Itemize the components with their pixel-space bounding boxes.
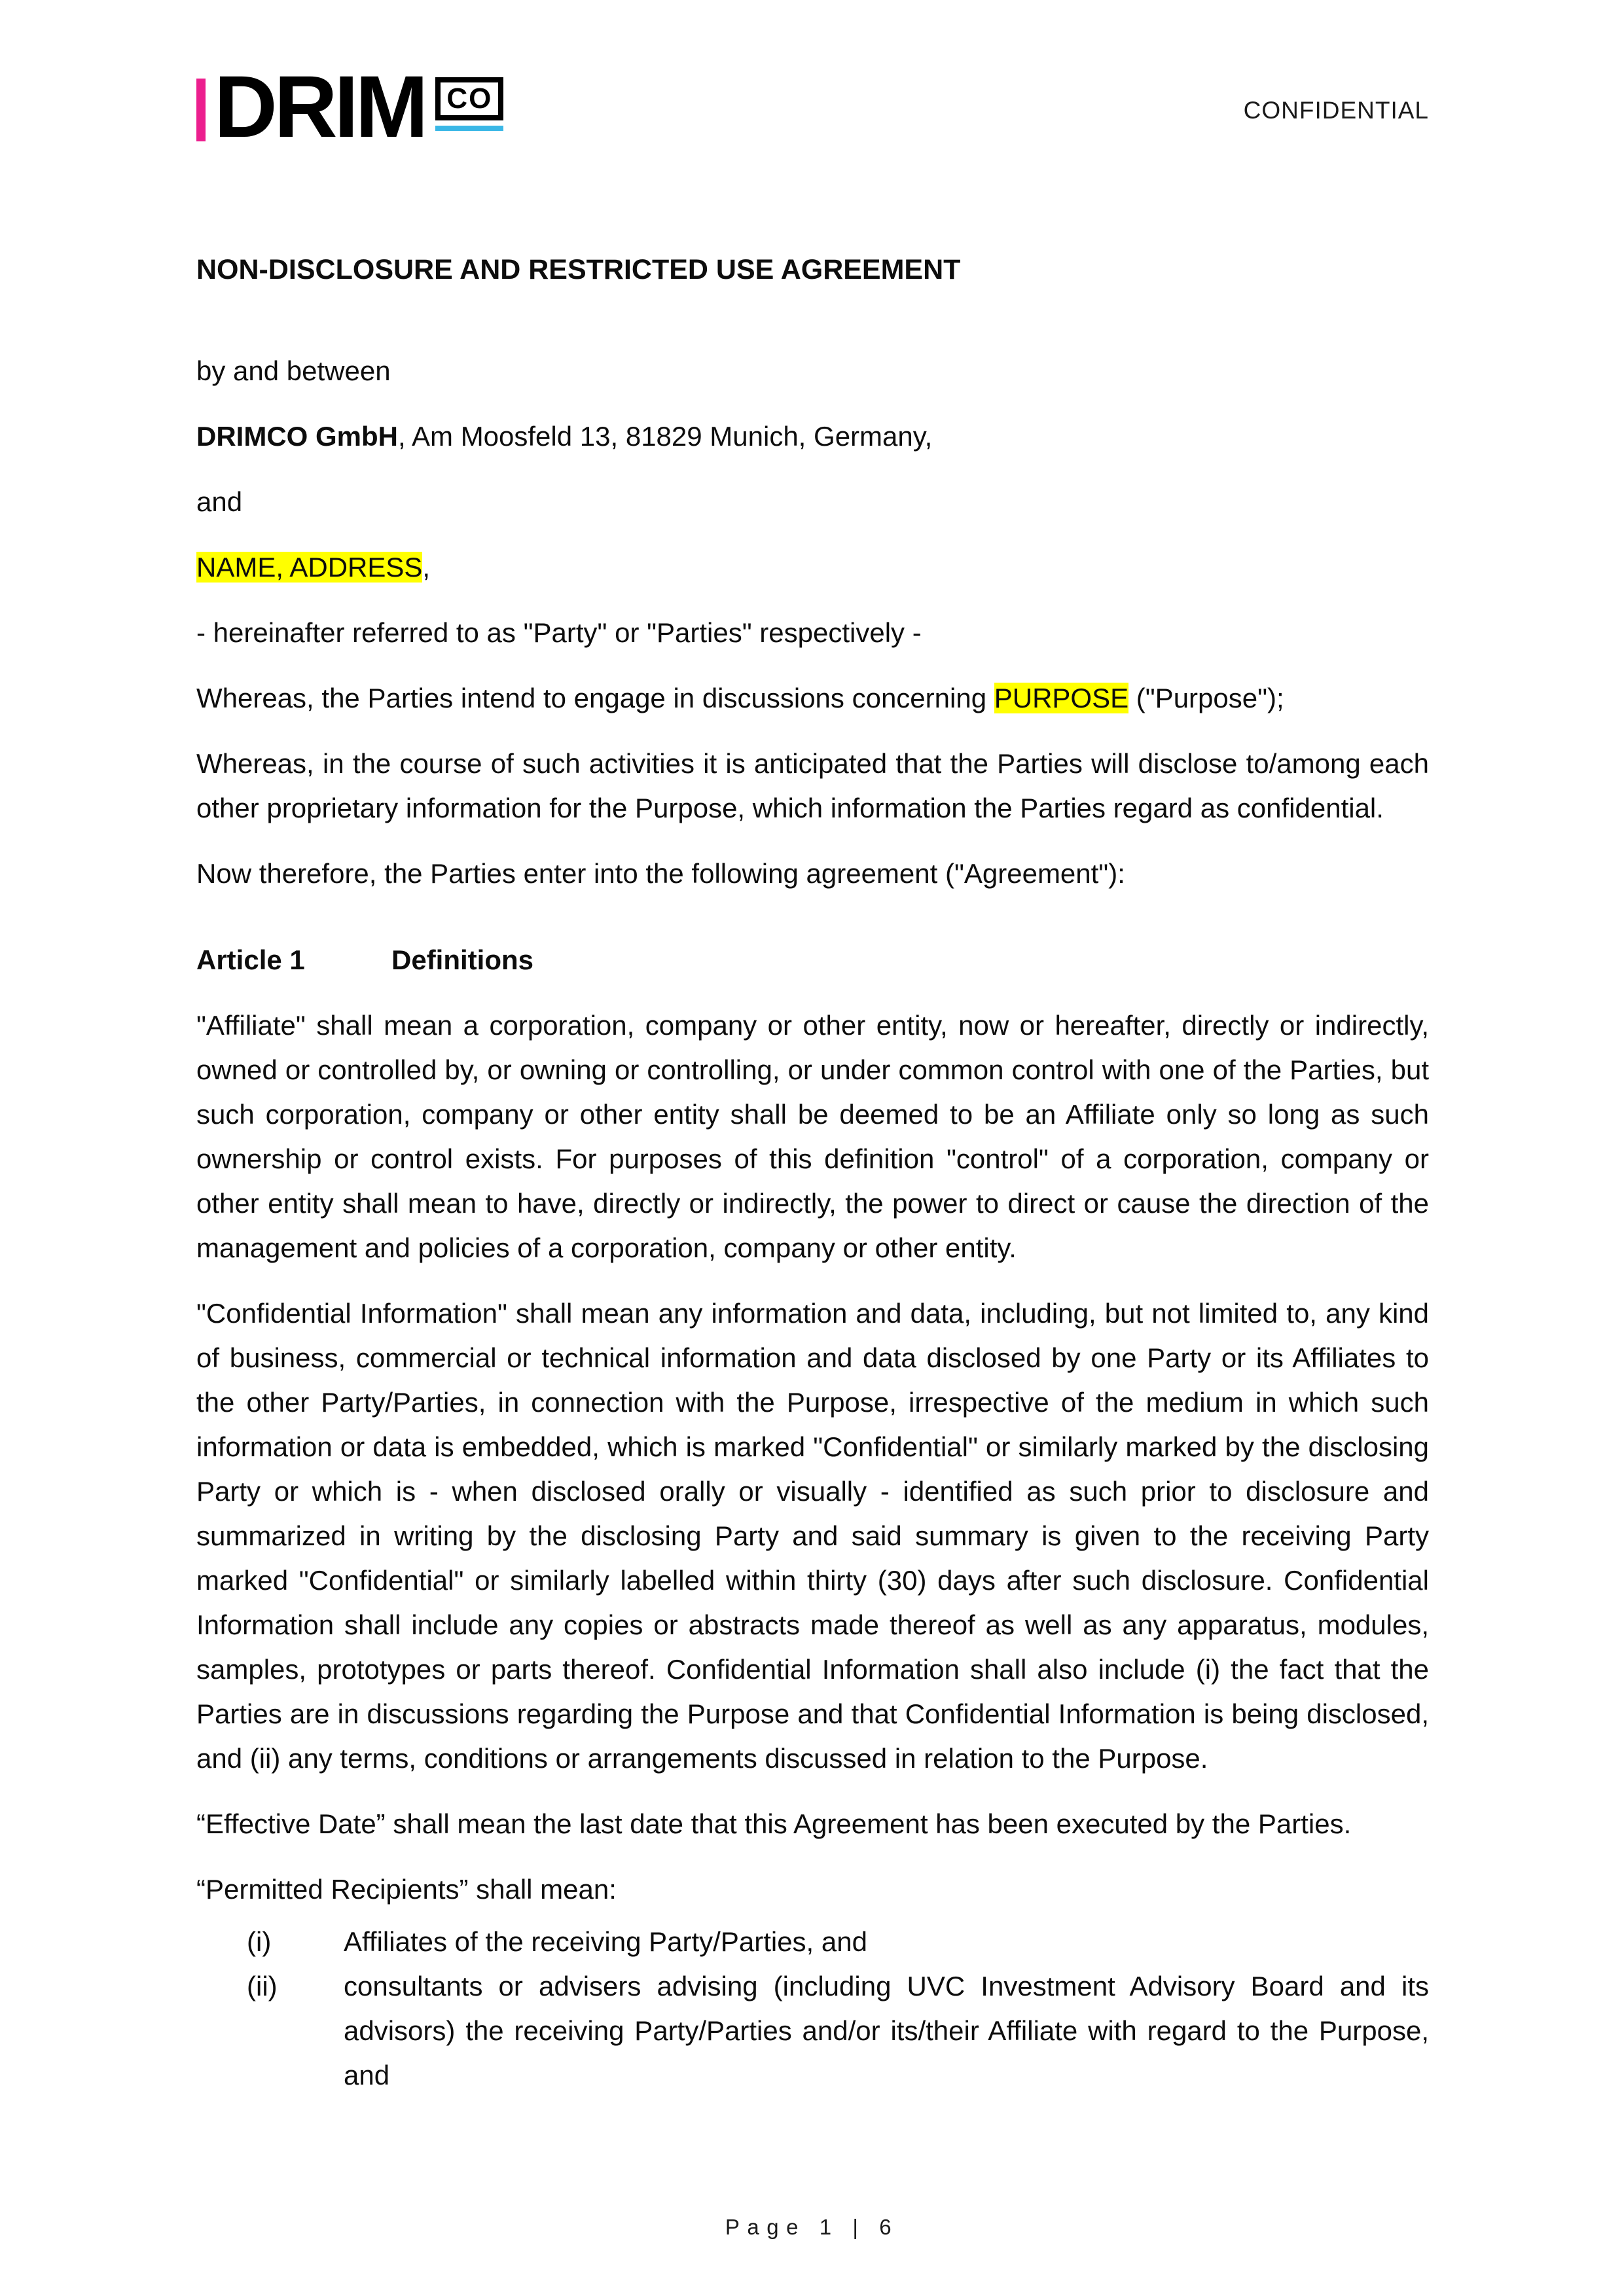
confidential-information-definition-paragraph: "Confidential Information" shall mean any information and data, including, but not limited to, any kind of business, commercial or technical information and data disclosed by one Party or its Affiliates to the other Party/Parties, in connection with the Purpose, irrespective of the medium in which such information or data is embedded, which is marked "Confidential" or similarly marked by the disclosing Party or which is - when disclosed orally or visually - identified as such prior to disclosure and summarized in writing by the disclosing Party and said summary is given to the receiving Party marked "Confidential" or similarly labelled within thirty (30) days after such disclosure. Confidential Information shall include any copies or abstracts made thereof as well as any apparatus, modules, samples, prototypes or parts thereof. Confidential Information shall also include (i) the fact that the Parties are in discussions regarding the Purpose and that Confidential Information is being disclosed, and (ii) any terms, conditions or arrangements discussed in relation to the Purpose. — [196, 1298, 1429, 1774]
effective-date-definition-paragraph: “Effective Date” shall mean the last date that this Agreement has been executed by the Parties. — [196, 1808, 1352, 1839]
party2-line — [196, 545, 1429, 590]
whereas-purpose-suffix: ("Purpose"); — [1128, 683, 1284, 713]
article-1-label: Article 1 — [196, 944, 305, 975]
party1-name: DRIMCO GmbH — [196, 421, 398, 452]
affiliate-definition-paragraph: "Affiliate" shall mean a corporation, company or other entity, now or hereafter, directly or indirectly, owned or controlled by, or owning or controlling, or under common control with one of the Parties, but such corporation, company or other entity shall be deemed to be an Affiliate only so long as such ownership or control exists. For purposes of this definition "control" of a corporation, company or other entity shall mean to have, directly or indirectly, the power to direct or cause the direction of the management and policies of a corporation, company or other entity. — [196, 1010, 1429, 1263]
now-therefore-line: Now therefore, the Parties enter into the following agreement ("Agreement"): — [196, 858, 1125, 889]
document-title: NON-DISCLOSURE AND RESTRICTED USE AGREEMENT — [196, 254, 961, 285]
list-item-marker: (i) — [247, 1926, 272, 1957]
drimco-logo — [196, 58, 503, 156]
party1-line — [196, 414, 1429, 459]
whereas-disclosure-paragraph: Whereas, in the course of such activities it is anticipated that the Parties will disclose to/among each other proprietary information for the Purpose, which information the Parties regard as confidential. — [196, 748, 1429, 823]
list-item-text: Affiliates of the receiving Party/Parties, and — [344, 1926, 867, 1957]
permitted-recipients-list — [196, 1920, 1429, 2098]
article-1-heading — [196, 938, 1429, 982]
logo-wordmark: DRIM — [214, 58, 425, 156]
whereas-purpose-line — [196, 676, 1429, 721]
logo-co-box: CO — [435, 77, 503, 120]
page-number-label: Page 1 | 6 — [725, 2215, 899, 2239]
and-line: and — [196, 486, 243, 517]
party2-placeholder-highlight: NAME, ADDRESS — [196, 552, 423, 583]
hereinafter-line: - hereinafter referred to as "Party" or "Parties" respectively - — [196, 617, 922, 648]
confidential-label: CONFIDENTIAL — [1243, 97, 1429, 124]
list-item-text: consultants or advisers advising (including UVC Investment Advisory Board and its advisors) the receiving Party/Parties and/or its/their Affiliate with regard to the Purpose, and — [344, 1971, 1429, 2090]
page-header — [196, 58, 1429, 156]
party1-address: , Am Moosfeld 13, 81829 Munich, Germany, — [398, 421, 933, 452]
list-item — [196, 1964, 1429, 2098]
purpose-placeholder-highlight: PURPOSE — [994, 683, 1129, 713]
by-and-between-line: by and between — [196, 355, 391, 386]
logo-pink-bar-icon — [196, 79, 206, 141]
page-footer — [0, 2215, 1624, 2240]
list-item — [196, 1920, 1429, 1964]
permitted-recipients-lead-line: “Permitted Recipients” shall mean: — [196, 1874, 617, 1905]
logo-cyan-underline-icon — [435, 126, 503, 131]
party2-suffix: , — [422, 552, 431, 583]
document-body — [196, 254, 1429, 2098]
whereas-purpose-prefix: Whereas, the Parties intend to engage in discussions concerning — [196, 683, 994, 713]
article-1-title: Definitions — [391, 944, 533, 975]
logo-co-block — [435, 77, 503, 131]
list-item-marker: (ii) — [247, 1971, 278, 2001]
